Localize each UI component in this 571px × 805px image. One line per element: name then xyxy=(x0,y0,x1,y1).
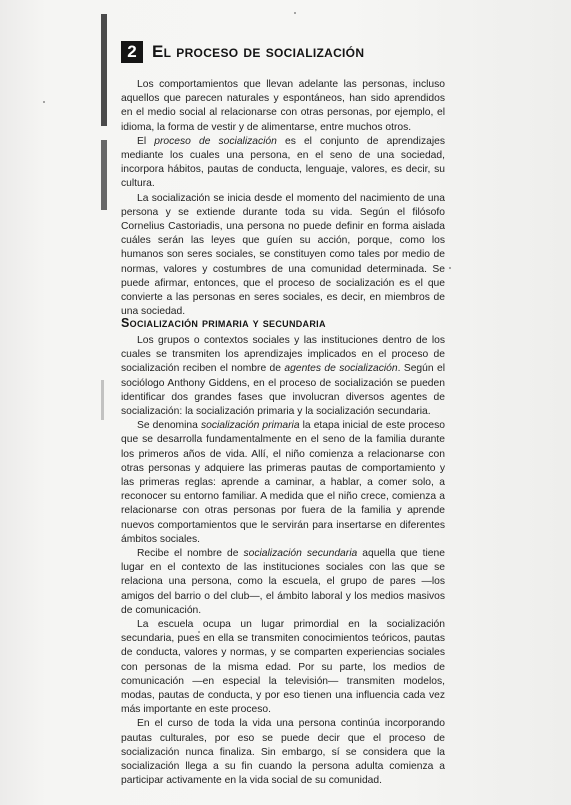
scan-speck xyxy=(198,631,200,633)
scan-speck xyxy=(294,12,296,14)
binding-shadow xyxy=(101,380,104,420)
section-heading xyxy=(121,40,364,64)
paragraph xyxy=(121,135,445,192)
scan-speck xyxy=(449,267,451,269)
section-number-badge: 2 xyxy=(121,41,143,63)
emphasis-term: socialización secundaria xyxy=(243,548,358,560)
paragraph-text: El xyxy=(137,135,155,147)
emphasis-term: proceso de socialización xyxy=(154,135,277,147)
emphasis-term: agentes de socialización xyxy=(284,363,398,375)
paragraph-text: Recibe el nombre de xyxy=(137,548,244,560)
paragraph xyxy=(121,192,445,320)
paragraph-text: La socialización se inicia desde el momento del nacimiento de una persona y se extiende durante toda su vida. Según el filósofo Cornelius Castoriadis, una persona no puede definir en forma aislada cuáles serán las leyes que guíen su acción, porque, como los humanos son seres sociales, se constituyen como tales por medio de normas, valores y costumbres de una comunidad determinada. Se puede afirmar, entonces, que el proceso de socialización es el que convierte a las personas en seres sociales, es decir, en miembros de una sociedad. xyxy=(121,192,445,318)
paragraph xyxy=(121,78,445,135)
paragraph-text: . Según el sociólogo Anthony Giddens, en el proceso de socialización se pueden identificar dos grandes fases que involucran diversos agentes de socialización: la socialización primaria y la socialización secundaria. xyxy=(121,363,445,418)
paragraph xyxy=(121,717,445,788)
paragraph-text: La escuela ocupa un lugar primordial en la socialización secundaria, pues en ella se transmiten conocimientos teóricos, pautas de conducta, valores y normas, y se comparten experiencias sociales con personas de la misma edad. Por su parte, los medios de comunicación —en especial la televisión— transmiten modelos, modas, pautas de conducta, y por eso tienen una influencia cada vez más importante en este proceso. xyxy=(121,619,445,716)
paragraph-text: En el curso de toda la vida una persona continúa incorporando pautas culturales, por eso se puede decir que el proceso de socialización nunca finaliza. Sin embargo, sí se considera que la socialización llega a su fin cuando la persona adulta comienza a participar activamente en la vida social de su comunidad. xyxy=(121,718,445,787)
paragraph-text: aquella que tiene lugar en el contexto de las instituciones sociales con las que se relaciona una persona, como la escuela, el grupo de pares —los amigos del barrio o del club—, el ámbito laboral y los medios masivos de comunicación. xyxy=(121,548,445,616)
paragraph-text: Los comportamientos que llevan adelante las personas, incluso aquellos que parecen naturales y espontáneos, han sido aprendidos en el medio social al relacionarse con otras personas, por ejemplo, el idioma, la forma de vestir y de alimentarse, entre muchos otros. xyxy=(121,79,445,133)
subsection-text xyxy=(121,334,445,789)
paragraph xyxy=(121,419,445,547)
paragraph xyxy=(121,547,445,618)
paragraph-text: es el conjunto de aprendizajes mediante los cuales una persona, en el seno de una sociedad, incorpora hábitos, pautas de conducta, lenguaje, valores, es decir, su cultura. xyxy=(121,135,445,190)
binding-shadow xyxy=(101,140,107,210)
paragraph xyxy=(121,334,445,419)
paragraph-text: Se denomina xyxy=(137,420,201,432)
paragraph-text: la etapa inicial de este proceso que se desarrolla fundamentalmente en el seno de la familia durante los primeros años de vida. Allí, el niño comienza a relacionarse con otras personas y adquiere las primeras pautas de comportamiento y las primeras reglas: aprende a caminar, a hablar, a comer solo, a reconocer su entorno familiar. A medida que el niño crece, comienza a relacionarse con otras personas por fuera de la familia y aprende nuevos comportamientos que le servirán para insertarse en diferentes ámbitos sociales. xyxy=(121,420,445,545)
intro-text xyxy=(121,78,445,319)
binding-shadow xyxy=(101,14,107,126)
subsection-title: Socialización primaria y secundaria xyxy=(121,316,326,330)
paragraph xyxy=(121,618,445,717)
section-title: El proceso de socialización xyxy=(152,42,365,61)
scan-speck xyxy=(43,101,45,103)
paragraph-text: Los grupos o contextos sociales y las instituciones dentro de los cuales se transmiten los aprendizajes implicados en el proceso de socialización reciben el nombre de xyxy=(121,335,445,375)
emphasis-term: socialización primaria xyxy=(200,420,300,432)
